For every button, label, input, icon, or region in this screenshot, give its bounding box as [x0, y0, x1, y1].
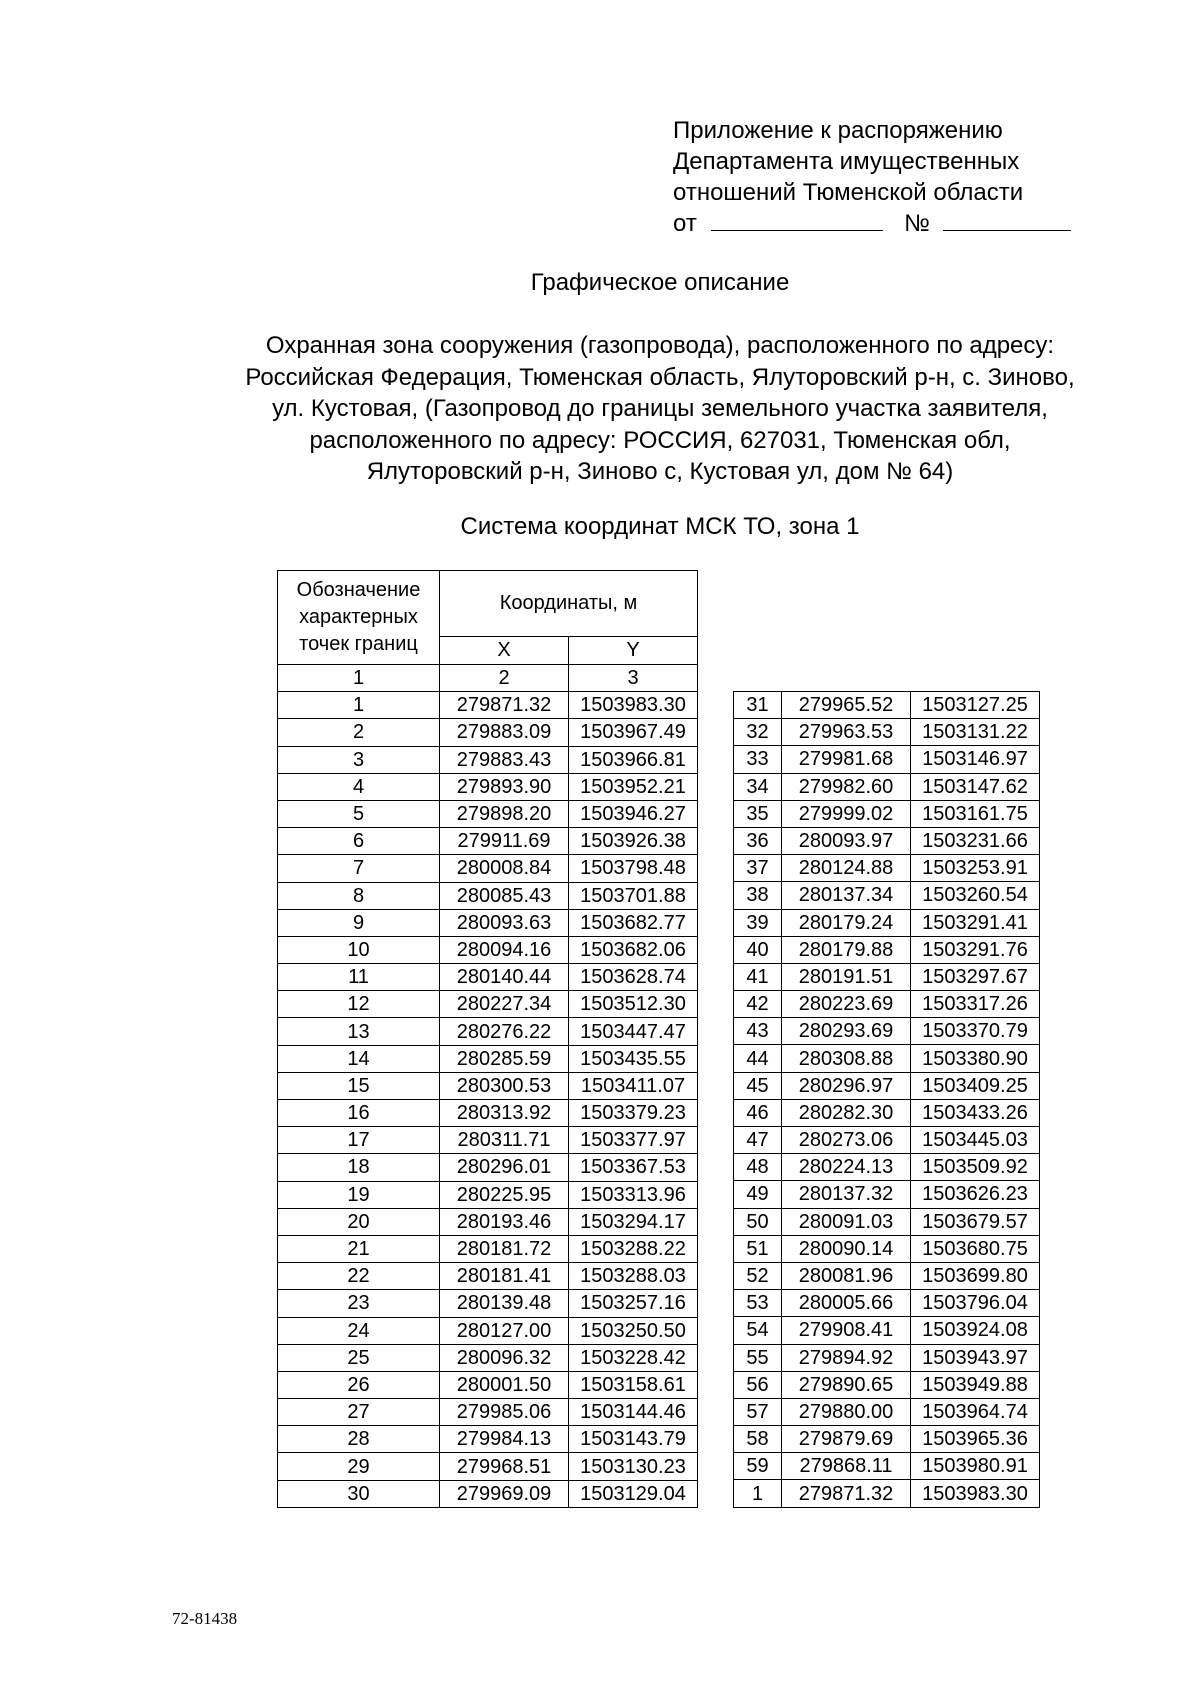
column-y-header: Y — [569, 636, 698, 664]
table-row — [734, 1127, 1040, 1154]
y-coordinate-cell: 1503288.03 — [569, 1263, 698, 1290]
point-number-cell: 28 — [278, 1426, 440, 1453]
point-number-cell: 54 — [734, 1317, 782, 1344]
point-number-cell: 1 — [734, 1480, 782, 1507]
table-row — [278, 964, 698, 991]
x-coordinate-cell: 279893.90 — [440, 773, 569, 800]
y-coordinate-cell: 1503447.47 — [569, 1018, 698, 1045]
y-coordinate-cell: 1503924.08 — [911, 1317, 1040, 1344]
y-coordinate-cell: 1503158.61 — [569, 1371, 698, 1398]
x-coordinate-cell: 280093.63 — [440, 909, 569, 936]
document-title: Графическое описание — [530, 269, 790, 296]
point-number-cell: 9 — [278, 909, 440, 936]
point-number-cell: 26 — [278, 1371, 440, 1398]
table-row — [734, 773, 1040, 800]
table-row — [278, 828, 698, 855]
table-row — [734, 1072, 1040, 1099]
y-coordinate-cell: 1503680.75 — [911, 1235, 1040, 1262]
y-coordinate-cell: 1503144.46 — [569, 1399, 698, 1426]
point-number-cell: 21 — [278, 1235, 440, 1262]
description-line: расположенного по адресу: РОССИЯ, 627031, Тюменская обл, — [309, 426, 1011, 454]
table-row — [734, 1154, 1040, 1181]
table-row — [734, 1453, 1040, 1480]
y-coordinate-cell: 1503380.90 — [911, 1045, 1040, 1072]
point-number-cell: 46 — [734, 1099, 782, 1126]
column-number-3: 3 — [569, 665, 698, 692]
point-number-cell: 6 — [278, 828, 440, 855]
y-coordinate-cell: 1503983.30 — [569, 692, 698, 719]
x-coordinate-cell: 280094.16 — [440, 936, 569, 963]
table-row — [734, 1018, 1040, 1045]
point-number-cell: 24 — [278, 1317, 440, 1344]
table-row — [734, 1181, 1040, 1208]
y-coordinate-cell: 1503130.23 — [569, 1453, 698, 1480]
y-coordinate-cell: 1503409.25 — [911, 1072, 1040, 1099]
table-row — [278, 1290, 698, 1317]
table-row — [278, 882, 698, 909]
point-number-cell: 20 — [278, 1208, 440, 1235]
table-row — [278, 1371, 698, 1398]
point-number-cell: 2 — [278, 719, 440, 746]
y-coordinate-cell: 1503628.74 — [569, 964, 698, 991]
x-coordinate-cell: 279969.09 — [440, 1480, 569, 1507]
y-coordinate-cell: 1503257.16 — [569, 1290, 698, 1317]
column-number-1: 1 — [278, 665, 440, 692]
point-number-cell: 10 — [278, 936, 440, 963]
table-row — [278, 773, 698, 800]
coordinate-system-label: Система координат МСК ТО, зона 1 — [460, 513, 860, 540]
table-row — [734, 719, 1040, 746]
point-number-cell: 5 — [278, 800, 440, 827]
x-coordinate-cell: 280096.32 — [440, 1344, 569, 1371]
point-number-cell: 45 — [734, 1072, 782, 1099]
header-line-1: Приложение к распоряжению — [673, 117, 1003, 144]
description-line: Российская Федерация, Тюменская область, Ялуторовский р-н, с. Зиново, — [245, 363, 1075, 391]
table-row — [278, 746, 698, 773]
y-coordinate-cell: 1503433.26 — [911, 1099, 1040, 1126]
y-coordinate-cell: 1503127.25 — [911, 692, 1040, 719]
x-coordinate-cell: 280285.59 — [440, 1045, 569, 1072]
table-row — [734, 1317, 1040, 1344]
point-number-cell: 32 — [734, 719, 782, 746]
table-row — [734, 827, 1040, 854]
description-line: Охранная зона сооружения (газопровода), расположенного по адресу: — [265, 332, 1055, 359]
x-coordinate-cell: 279871.32 — [440, 692, 569, 719]
y-coordinate-cell: 1503983.30 — [911, 1480, 1040, 1507]
y-coordinate-cell: 1503699.80 — [911, 1262, 1040, 1289]
point-number-cell: 50 — [734, 1208, 782, 1235]
document-header — [673, 115, 1071, 239]
header-date-number-line — [673, 208, 1071, 239]
y-coordinate-cell: 1503967.49 — [569, 719, 698, 746]
y-coordinate-cell: 1503291.41 — [911, 909, 1040, 936]
table-row — [278, 1426, 698, 1453]
x-coordinate-cell: 280181.72 — [440, 1235, 569, 1262]
point-number-cell: 48 — [734, 1154, 782, 1181]
table-row — [734, 800, 1040, 827]
number-label: № — [904, 210, 930, 237]
y-coordinate-cell: 1503260.54 — [911, 882, 1040, 909]
x-coordinate-cell: 280224.13 — [782, 1154, 911, 1181]
x-coordinate-cell: 280225.95 — [440, 1181, 569, 1208]
table-row — [278, 1480, 698, 1507]
coordinates-table-left — [277, 570, 698, 1508]
x-coordinate-cell: 280005.66 — [782, 1290, 911, 1317]
y-coordinate-cell: 1503798.48 — [569, 855, 698, 882]
table-row — [734, 855, 1040, 882]
x-coordinate-cell: 279984.13 — [440, 1426, 569, 1453]
table-row — [278, 991, 698, 1018]
point-number-cell: 4 — [278, 773, 440, 800]
x-coordinate-cell: 280140.44 — [440, 964, 569, 991]
y-coordinate-cell: 1503952.21 — [569, 773, 698, 800]
point-designation-header: Обозначение характерных точек границ — [278, 571, 440, 665]
table-row — [734, 882, 1040, 909]
point-number-cell: 44 — [734, 1045, 782, 1072]
y-coordinate-cell: 1503377.97 — [569, 1127, 698, 1154]
date-blank — [711, 210, 883, 231]
x-coordinate-cell: 279965.52 — [782, 692, 911, 719]
x-coordinate-cell: 279985.06 — [440, 1399, 569, 1426]
x-coordinate-cell: 280311.71 — [440, 1127, 569, 1154]
x-coordinate-cell: 280124.88 — [782, 855, 911, 882]
x-coordinate-cell: 280179.88 — [782, 936, 911, 963]
table-row — [734, 1099, 1040, 1126]
x-coordinate-cell: 279883.09 — [440, 719, 569, 746]
x-coordinate-cell: 280296.97 — [782, 1072, 911, 1099]
table-row — [734, 1262, 1040, 1289]
y-coordinate-cell: 1503926.38 — [569, 828, 698, 855]
y-coordinate-cell: 1503294.17 — [569, 1208, 698, 1235]
point-number-cell: 33 — [734, 746, 782, 773]
point-number-cell: 47 — [734, 1127, 782, 1154]
x-coordinate-cell: 280179.24 — [782, 909, 911, 936]
table-row — [278, 692, 698, 719]
y-coordinate-cell: 1503679.57 — [911, 1208, 1040, 1235]
point-number-cell: 53 — [734, 1290, 782, 1317]
x-coordinate-cell: 279963.53 — [782, 719, 911, 746]
table-row — [278, 1208, 698, 1235]
table-row — [734, 1371, 1040, 1398]
y-coordinate-cell: 1503980.91 — [911, 1453, 1040, 1480]
point-number-cell: 17 — [278, 1127, 440, 1154]
table-row — [734, 1290, 1040, 1317]
x-coordinate-cell: 280273.06 — [782, 1127, 911, 1154]
table-row — [278, 1453, 698, 1480]
y-coordinate-cell: 1503966.81 — [569, 746, 698, 773]
header-line-3: отношений Тюменской области — [673, 179, 1024, 206]
y-coordinate-cell: 1503445.03 — [911, 1127, 1040, 1154]
object-description — [130, 330, 1190, 488]
y-coordinate-cell: 1503965.36 — [911, 1426, 1040, 1453]
table-row — [734, 936, 1040, 963]
point-number-cell: 27 — [278, 1399, 440, 1426]
coordinates-table-right — [733, 691, 1040, 1508]
column-x-header: X — [440, 636, 569, 664]
point-number-cell: 25 — [278, 1344, 440, 1371]
x-coordinate-cell: 279883.43 — [440, 746, 569, 773]
point-number-cell: 8 — [278, 882, 440, 909]
coordinates-header: Координаты, м — [440, 571, 698, 637]
table-row — [278, 1100, 698, 1127]
y-coordinate-cell: 1503509.92 — [911, 1154, 1040, 1181]
y-coordinate-cell: 1503435.55 — [569, 1045, 698, 1072]
y-coordinate-cell: 1503682.06 — [569, 936, 698, 963]
x-coordinate-cell: 280282.30 — [782, 1099, 911, 1126]
table-row — [278, 855, 698, 882]
table-row — [734, 1480, 1040, 1507]
point-number-cell: 35 — [734, 800, 782, 827]
y-coordinate-cell: 1503253.91 — [911, 855, 1040, 882]
point-number-cell: 7 — [278, 855, 440, 882]
table-row — [278, 1127, 698, 1154]
x-coordinate-cell: 280191.51 — [782, 963, 911, 990]
y-coordinate-cell: 1503143.79 — [569, 1426, 698, 1453]
y-coordinate-cell: 1503317.26 — [911, 991, 1040, 1018]
x-coordinate-cell: 279868.11 — [782, 1453, 911, 1480]
y-coordinate-cell: 1503161.75 — [911, 800, 1040, 827]
x-coordinate-cell: 279894.92 — [782, 1344, 911, 1371]
y-coordinate-cell: 1503946.27 — [569, 800, 698, 827]
point-number-cell: 18 — [278, 1154, 440, 1181]
point-number-cell: 40 — [734, 936, 782, 963]
y-coordinate-cell: 1503964.74 — [911, 1398, 1040, 1425]
point-number-cell: 52 — [734, 1262, 782, 1289]
y-coordinate-cell: 1503682.77 — [569, 909, 698, 936]
table-row — [278, 1045, 698, 1072]
point-number-cell: 13 — [278, 1018, 440, 1045]
x-coordinate-cell: 280081.96 — [782, 1262, 911, 1289]
x-coordinate-cell: 280127.00 — [440, 1317, 569, 1344]
y-coordinate-cell: 1503146.97 — [911, 746, 1040, 773]
x-coordinate-cell: 280090.14 — [782, 1235, 911, 1262]
y-coordinate-cell: 1503231.66 — [911, 827, 1040, 854]
column-number-2: 2 — [440, 665, 569, 692]
x-coordinate-cell: 279968.51 — [440, 1453, 569, 1480]
y-coordinate-cell: 1503411.07 — [569, 1072, 698, 1099]
table-row — [734, 909, 1040, 936]
table-row — [278, 800, 698, 827]
table-row — [278, 1263, 698, 1290]
y-coordinate-cell: 1503943.97 — [911, 1344, 1040, 1371]
point-number-cell: 41 — [734, 963, 782, 990]
description-line: Ялуторовский р-н, Зиново с, Кустовая ул, дом № 64) — [366, 458, 954, 485]
point-number-cell: 1 — [278, 692, 440, 719]
table-row — [734, 1235, 1040, 1262]
x-coordinate-cell: 279981.68 — [782, 746, 911, 773]
point-number-cell: 19 — [278, 1181, 440, 1208]
x-coordinate-cell: 279879.69 — [782, 1426, 911, 1453]
x-coordinate-cell: 280137.34 — [782, 882, 911, 909]
point-number-cell: 31 — [734, 692, 782, 719]
table-row — [278, 1399, 698, 1426]
point-number-cell: 58 — [734, 1426, 782, 1453]
point-number-cell: 56 — [734, 1371, 782, 1398]
point-number-cell: 3 — [278, 746, 440, 773]
table-row — [278, 1181, 698, 1208]
point-number-cell: 30 — [278, 1480, 440, 1507]
x-coordinate-cell: 280300.53 — [440, 1072, 569, 1099]
table-row — [734, 746, 1040, 773]
point-number-cell: 42 — [734, 991, 782, 1018]
table-row — [734, 963, 1040, 990]
x-coordinate-cell: 280093.97 — [782, 827, 911, 854]
y-coordinate-cell: 1503228.42 — [569, 1344, 698, 1371]
point-number-cell: 16 — [278, 1100, 440, 1127]
point-number-cell: 15 — [278, 1072, 440, 1099]
description-line: ул. Кустовая, (Газопровод до границы земельного участка заявителя, — [272, 395, 1048, 422]
table-row — [734, 1208, 1040, 1235]
x-coordinate-cell: 279890.65 — [782, 1371, 911, 1398]
document-code: 72-81438 — [172, 1609, 238, 1628]
table-row — [278, 719, 698, 746]
table-row — [278, 909, 698, 936]
y-coordinate-cell: 1503512.30 — [569, 991, 698, 1018]
y-coordinate-cell: 1503297.67 — [911, 963, 1040, 990]
x-coordinate-cell: 279871.32 — [782, 1480, 911, 1507]
x-coordinate-cell: 279911.69 — [440, 828, 569, 855]
from-label: от — [673, 210, 697, 237]
y-coordinate-cell: 1503379.23 — [569, 1100, 698, 1127]
y-coordinate-cell: 1503367.53 — [569, 1154, 698, 1181]
point-number-cell: 34 — [734, 773, 782, 800]
table-row — [734, 692, 1040, 719]
point-number-cell: 39 — [734, 909, 782, 936]
point-number-cell: 55 — [734, 1344, 782, 1371]
x-coordinate-cell: 279982.60 — [782, 773, 911, 800]
table-row — [734, 1344, 1040, 1371]
point-number-cell: 12 — [278, 991, 440, 1018]
x-coordinate-cell: 280227.34 — [440, 991, 569, 1018]
x-coordinate-cell: 280276.22 — [440, 1018, 569, 1045]
y-coordinate-cell: 1503131.22 — [911, 719, 1040, 746]
x-coordinate-cell: 280223.69 — [782, 991, 911, 1018]
x-coordinate-cell: 280085.43 — [440, 882, 569, 909]
point-number-cell: 22 — [278, 1263, 440, 1290]
point-number-cell: 38 — [734, 882, 782, 909]
table-row — [278, 1235, 698, 1262]
y-coordinate-cell: 1503370.79 — [911, 1018, 1040, 1045]
y-coordinate-cell: 1503250.50 — [569, 1317, 698, 1344]
y-coordinate-cell: 1503147.62 — [911, 773, 1040, 800]
y-coordinate-cell: 1503129.04 — [569, 1480, 698, 1507]
x-coordinate-cell: 279908.41 — [782, 1317, 911, 1344]
point-number-cell: 43 — [734, 1018, 782, 1045]
y-coordinate-cell: 1503626.23 — [911, 1181, 1040, 1208]
x-coordinate-cell: 280181.41 — [440, 1263, 569, 1290]
x-coordinate-cell: 280001.50 — [440, 1371, 569, 1398]
point-number-cell: 57 — [734, 1398, 782, 1425]
x-coordinate-cell: 279898.20 — [440, 800, 569, 827]
point-number-cell: 23 — [278, 1290, 440, 1317]
x-coordinate-cell: 280139.48 — [440, 1290, 569, 1317]
point-number-cell: 36 — [734, 827, 782, 854]
y-coordinate-cell: 1503796.04 — [911, 1290, 1040, 1317]
table-row — [734, 991, 1040, 1018]
table-row — [278, 1154, 698, 1181]
table-row — [734, 1045, 1040, 1072]
number-blank — [943, 210, 1071, 231]
table-row — [278, 1018, 698, 1045]
point-number-cell: 37 — [734, 855, 782, 882]
table-row — [278, 1072, 698, 1099]
table-row — [734, 1398, 1040, 1425]
header-line-2: Департамента имущественных — [673, 148, 1020, 175]
y-coordinate-cell: 1503701.88 — [569, 882, 698, 909]
table-row — [278, 936, 698, 963]
x-coordinate-cell: 280008.84 — [440, 855, 569, 882]
x-coordinate-cell: 280193.46 — [440, 1208, 569, 1235]
point-number-cell: 29 — [278, 1453, 440, 1480]
point-number-cell: 14 — [278, 1045, 440, 1072]
point-number-cell: 11 — [278, 964, 440, 991]
y-coordinate-cell: 1503288.22 — [569, 1235, 698, 1262]
x-coordinate-cell: 280137.32 — [782, 1181, 911, 1208]
y-coordinate-cell: 1503949.88 — [911, 1371, 1040, 1398]
x-coordinate-cell: 280091.03 — [782, 1208, 911, 1235]
x-coordinate-cell: 280313.92 — [440, 1100, 569, 1127]
point-number-cell: 59 — [734, 1453, 782, 1480]
table-row — [278, 1344, 698, 1371]
x-coordinate-cell: 279999.02 — [782, 800, 911, 827]
y-coordinate-cell: 1503313.96 — [569, 1181, 698, 1208]
point-number-cell: 49 — [734, 1181, 782, 1208]
x-coordinate-cell: 280308.88 — [782, 1045, 911, 1072]
y-coordinate-cell: 1503291.76 — [911, 936, 1040, 963]
table-row — [734, 1426, 1040, 1453]
x-coordinate-cell: 279880.00 — [782, 1398, 911, 1425]
point-number-cell: 51 — [734, 1235, 782, 1262]
x-coordinate-cell: 280296.01 — [440, 1154, 569, 1181]
table-row — [278, 1317, 698, 1344]
x-coordinate-cell: 280293.69 — [782, 1018, 911, 1045]
